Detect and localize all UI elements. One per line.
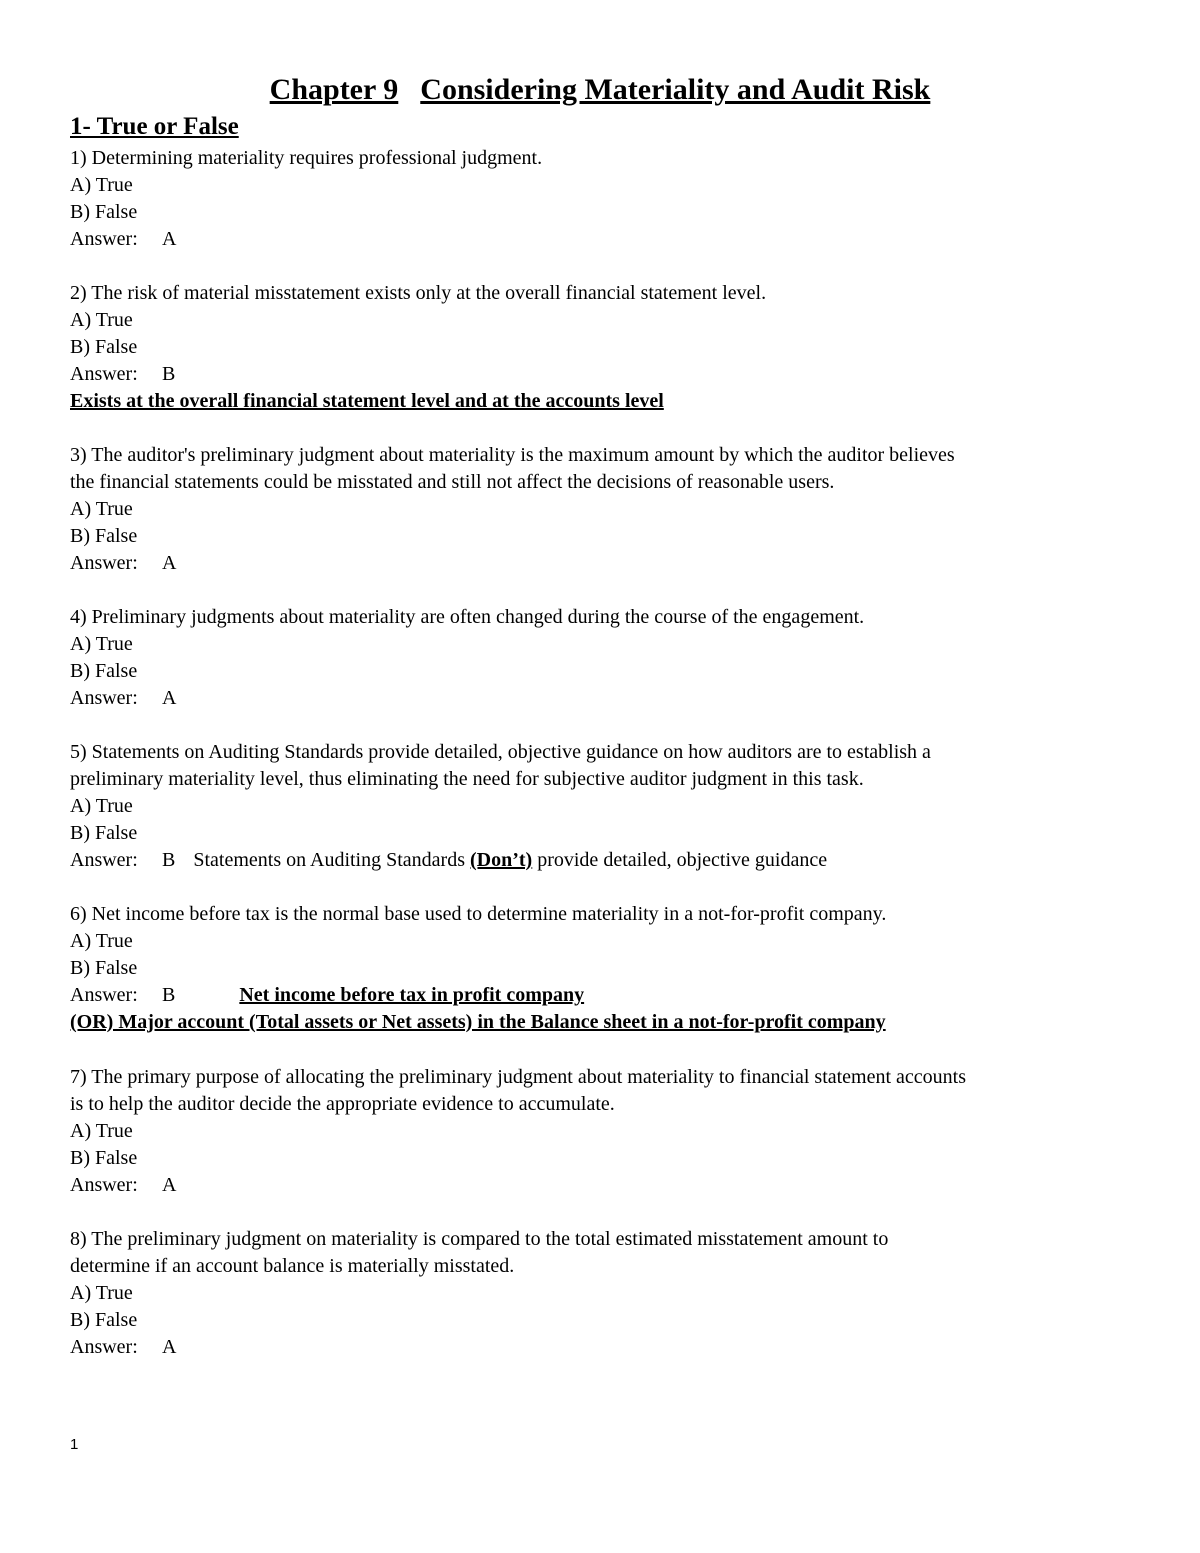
section-heading: 1- True or False (70, 113, 239, 140)
answer-label: Answer: (70, 228, 138, 250)
note-after: provide detailed, objective guidance (537, 849, 828, 871)
question-4-option-a: A) True (70, 633, 133, 655)
question-1-text: 1) Determining materiality requires professional judgment. (70, 147, 543, 169)
note-emphasis: (Don’t) (470, 849, 533, 871)
title-topic: Considering Materiality and Audit Risk (420, 73, 931, 106)
answer-label: Answer: (70, 849, 138, 871)
question-1-answer (70, 226, 176, 253)
answer-value: A (162, 687, 177, 709)
answer-value: A (162, 1336, 177, 1358)
answer-value: A (162, 552, 177, 574)
question-3-text-line-1: 3) The auditor's preliminary judgment about materiality is the maximum amount by which the auditor believes (70, 444, 955, 466)
question-4-text: 4) Preliminary judgments about materiality are often changed during the course of the engagement. (70, 606, 865, 628)
answer-label: Answer: (70, 552, 138, 574)
question-8-answer (70, 1334, 176, 1361)
page-title (0, 72, 1200, 108)
answer-value: B (162, 849, 176, 871)
question-6-text: 6) Net income before tax is the normal base used to determine materiality in a not-for-profit company. (70, 903, 887, 925)
question-2-option-b: B) False (70, 336, 138, 358)
question-2-answer (70, 361, 175, 388)
question-7-answer (70, 1172, 176, 1199)
question-7-text-line-2: is to help the auditor decide the appropriate evidence to accumulate. (70, 1093, 615, 1115)
answer-value: B (162, 363, 176, 385)
question-8-text-line-1: 8) The preliminary judgment on materiality is compared to the total estimated misstatement amount to (70, 1228, 889, 1250)
question-7-option-b: B) False (70, 1147, 138, 1169)
question-3-text-line-2: the financial statements could be misstated and still not affect the decisions of reasonable users. (70, 471, 835, 493)
question-6-answer (70, 982, 584, 1009)
question-5-option-b: B) False (70, 822, 138, 844)
answer-label: Answer: (70, 984, 138, 1006)
question-2-note: Exists at the overall financial statement level and at the accounts level (70, 390, 664, 412)
question-3-answer (70, 550, 176, 577)
question-8-option-b: B) False (70, 1309, 138, 1331)
answer-label: Answer: (70, 1174, 138, 1196)
page-number: 1 (70, 1436, 79, 1453)
question-4-option-b: B) False (70, 660, 138, 682)
question-8-text-line-2: determine if an account balance is materially misstated. (70, 1255, 515, 1277)
question-5-option-a: A) True (70, 795, 133, 817)
question-7-text-line-1: 7) The primary purpose of allocating the preliminary judgment about materiality to financial statement accounts (70, 1066, 967, 1088)
note-before: Statements on Auditing Standards (193, 849, 465, 871)
question-7-option-a: A) True (70, 1120, 133, 1142)
question-5-text-line-2: preliminary materiality level, thus eliminating the need for subjective auditor judgment in this task. (70, 768, 864, 790)
answer-label: Answer: (70, 1336, 138, 1358)
question-5-note (193, 847, 827, 874)
answer-label: Answer: (70, 363, 138, 385)
question-8-option-a: A) True (70, 1282, 133, 1304)
question-5-text-line-1: 5) Statements on Auditing Standards provide detailed, objective guidance on how auditors are to establish a (70, 741, 931, 763)
question-6-option-a: A) True (70, 930, 133, 952)
question-1-option-a: A) True (70, 174, 133, 196)
question-5-answer (70, 847, 827, 874)
question-2-text: 2) The risk of material misstatement exists only at the overall financial statement level. (70, 282, 767, 304)
answer-value: B (162, 984, 176, 1006)
question-3-option-b: B) False (70, 525, 138, 547)
question-6-note-line-2: (OR) Major account (Total assets or Net assets) in the Balance sheet in a not-for-profit company (70, 1011, 886, 1033)
title-chapter: Chapter 9 (269, 73, 399, 106)
question-1-option-b: B) False (70, 201, 138, 223)
answer-value: A (162, 1174, 177, 1196)
question-2-option-a: A) True (70, 309, 133, 331)
question-3-option-a: A) True (70, 498, 133, 520)
question-4-answer (70, 685, 176, 712)
question-6-option-b: B) False (70, 957, 138, 979)
answer-value: A (162, 228, 177, 250)
question-6-note: Net income before tax in profit company (239, 984, 585, 1006)
answer-label: Answer: (70, 687, 138, 709)
